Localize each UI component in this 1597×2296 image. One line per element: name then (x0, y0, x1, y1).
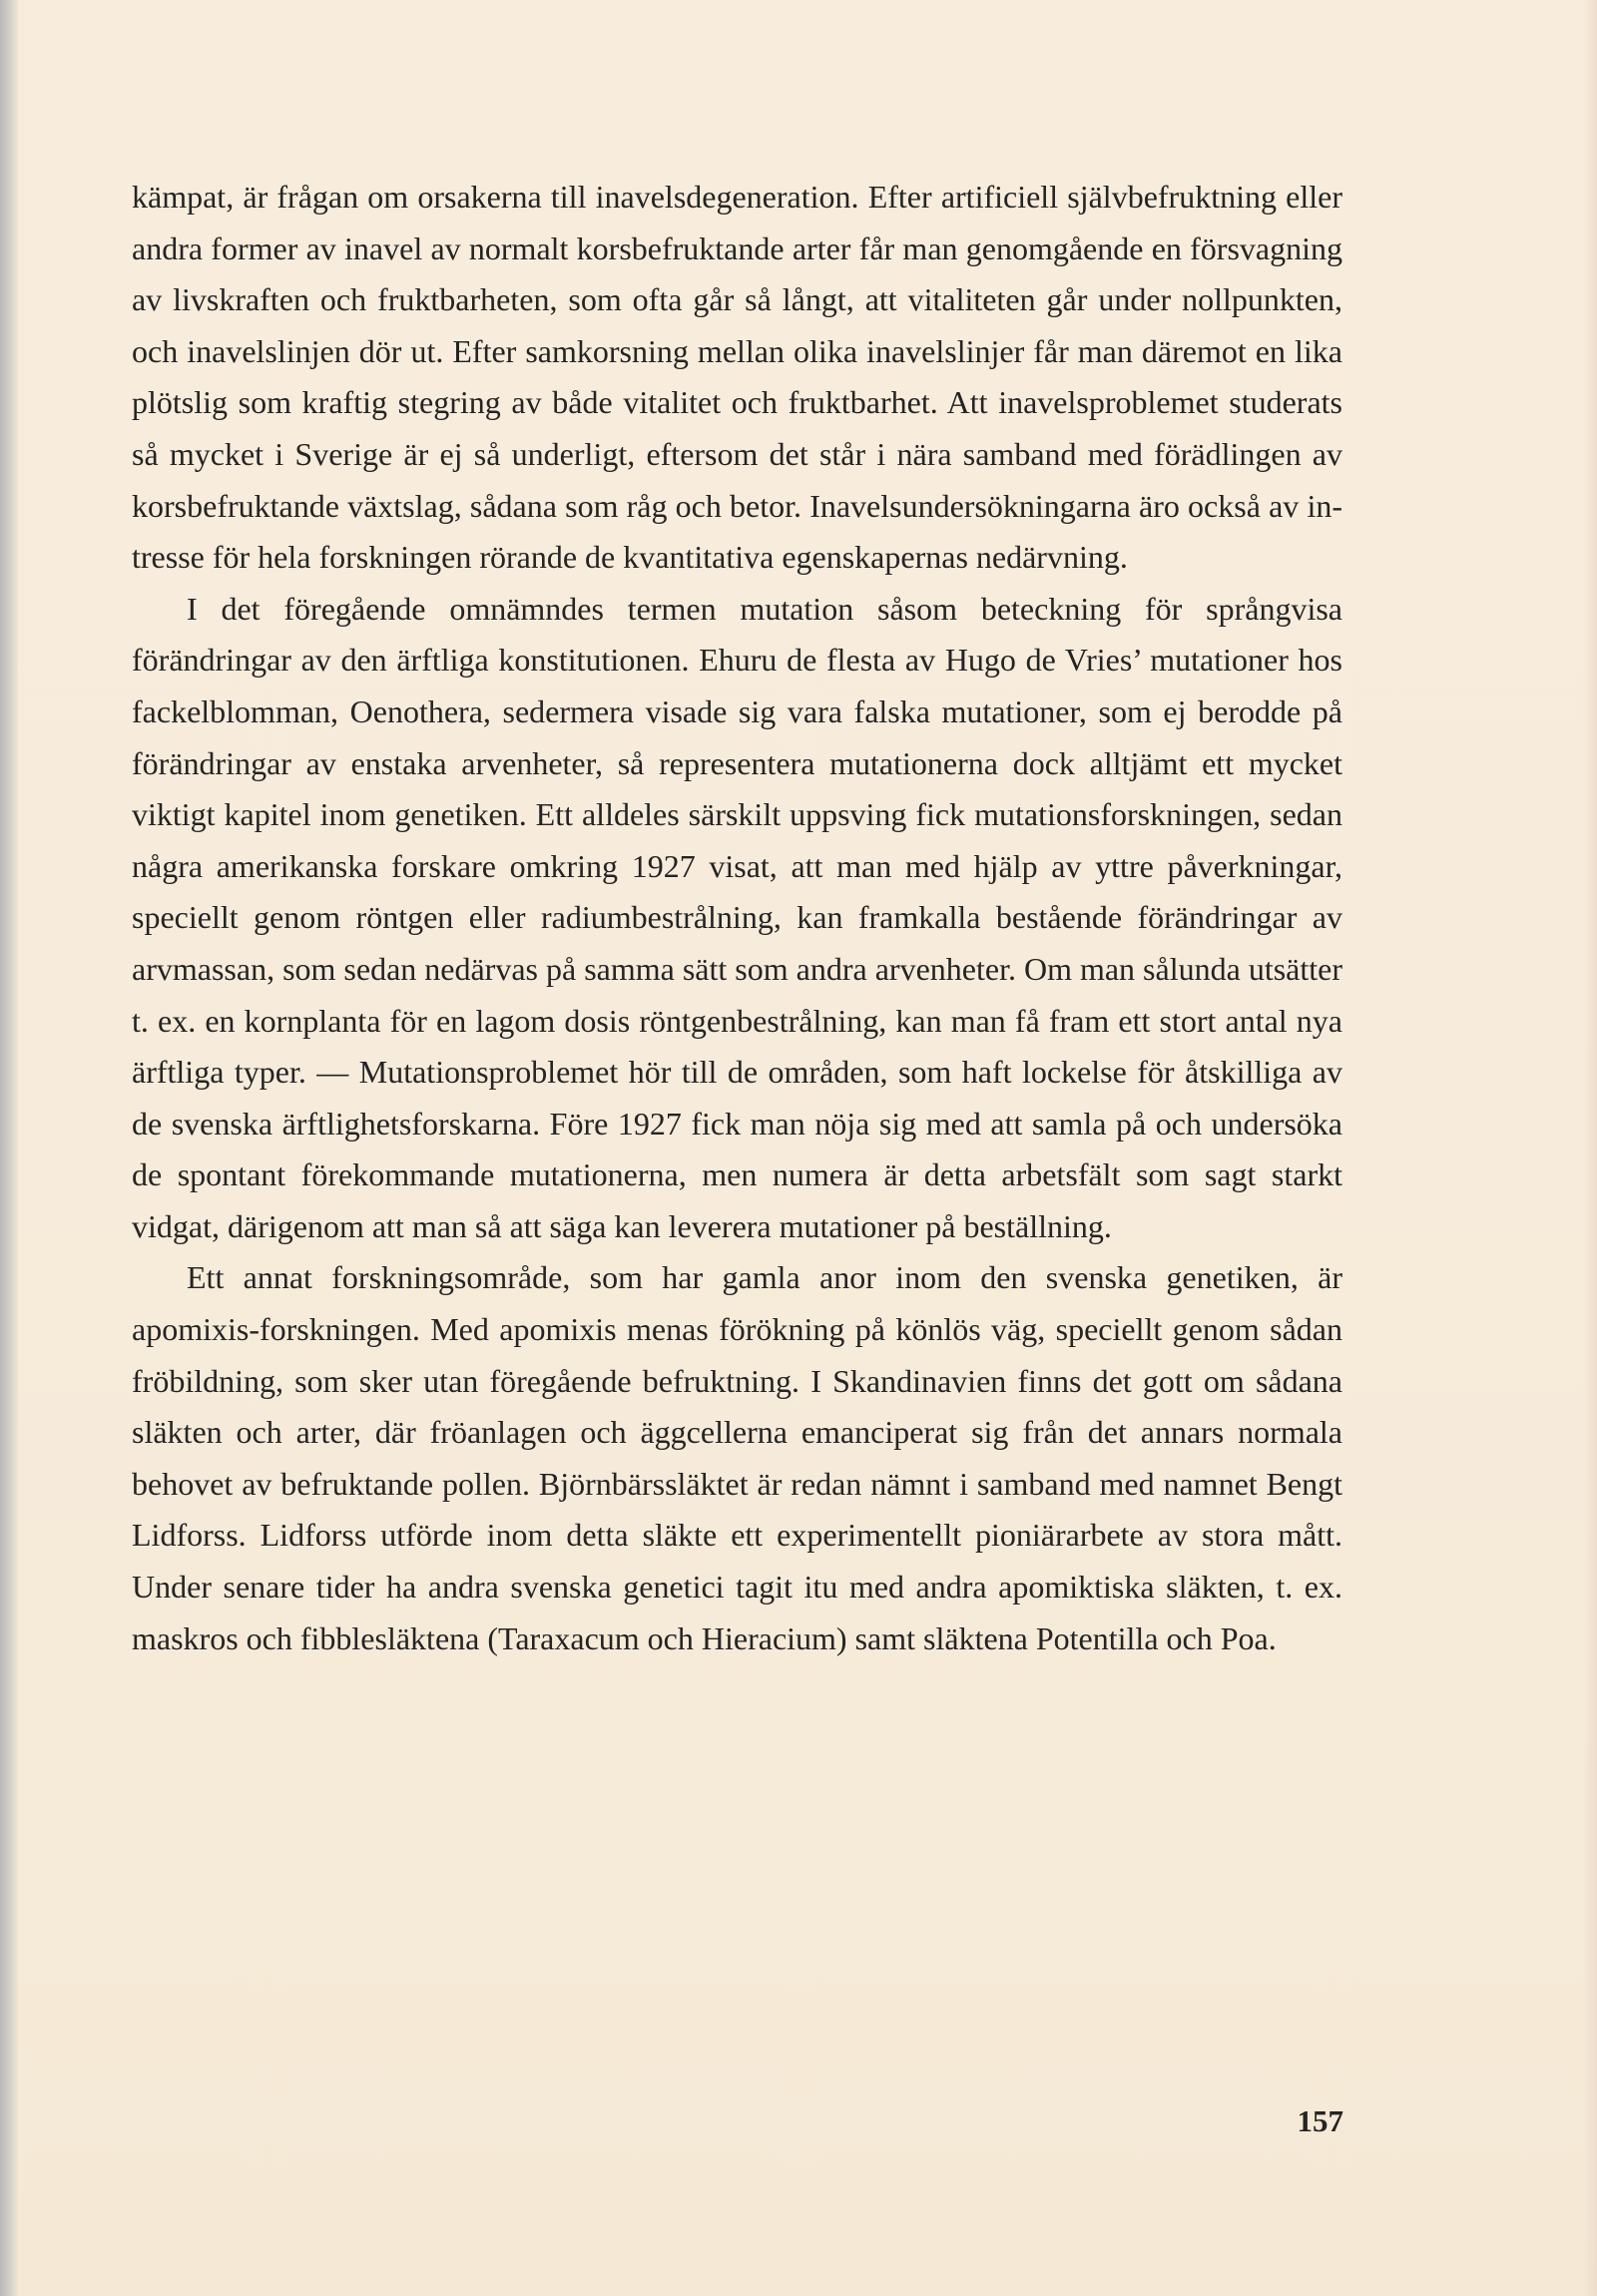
body-text (132, 172, 1342, 1664)
paragraph-inbreeding: kämpat, är frågan om orsakerna till inavelsdegeneration. Efter artificiell självbefruktning eller andra former av inavel av normalt korsbefruktande arter får man genomgående en försvagning av livskraften och fruktbarheten, som ofta går så långt, att vitaliteten går under nollpunkten, och inavelslinjen dör ut. Efter samkorsning mellan olika inavelslinjer får man däremot en lika plötslig som kraftig stegring av både vitalitet och fruktbarhet. Att inavelsproblemet studerats så mycket i Sverige är ej så underligt, eftersom det står i nära samband med förädlingen av korsbefruktande växtslag, sådana som råg och betor. Inavelsundersökningarna äro också av intresse för hela forskningen rörande de kvantitativa egenskapernas nedärvning. (132, 179, 1342, 576)
paragraph-mutation: I det föregående omnämndes termen mutation såsom beteckning för språngvisa förändringar av den ärftliga konstitutionen. Ehuru de flesta av Hugo de Vries’ mutationer hos fackelblomman, Oenothera, sedermera visade sig vara falska mutationer, som ej berodde på förändringar av enstaka arvenheter, så representera mutationerna dock alltjämt ett mycket viktigt kapitel inom genetiken. Ett alldeles särskilt uppsving fick mutationsforskningen, sedan några amerikanska forskare omkring 1927 visat, att man med hjälp av yttre påverkningar, speciellt genom röntgen eller radiumbestrålning, kan framkalla bestående förändringar av arvmassan, som sedan nedärvas på samma sätt som andra arvenheter. Om man sålunda utsätter t. ex. en kornplanta för en lagom dosis röntgenbestrålning, kan man få fram ett stort antal nya ärftliga typer. — Mutationsproblemet hör till de områden, som haft lockelse för åtskilliga av de svenska ärftlighetsforskarna. Före 1927 fick man nöja sig med att samla på och undersöka de spontant förekommande mutationerna, men numera är detta arbetsfält som sagt starkt vidgat, därigenom att man så att säga kan leverera mutationer på beställning. (132, 590, 1342, 1244)
paragraph-apomixis: Ett annat forskningsområde, som har gamla anor inom den svenska genetiken, är apomixis-forskningen. Med apomixis menas förökning på könlös väg, speciellt genom sådan fröbildning, som sker utan föregående befruktning. I Skandinavien finns det gott om sådana släkten och arter, där fröanlagen och äggcellerna emanciperat sig från det annars normala behovet av befruktande pollen. Björnbärssläktet är redan nämnt i samband med namnet Bengt Lidforss. Lidforss utförde inom detta släkte ett experimentellt pioniärarbete av stora mått. Under senare tider ha andra svenska genetici tagit itu med andra apomiktiska släkten, t. ex. maskros och fibblesläktena (Taraxacum och Hieracium) samt släktena Potentilla och Poa. (132, 1259, 1342, 1656)
page-number: 157 (1297, 2103, 1343, 2138)
page-binding-edge (0, 0, 18, 2296)
page-right-edge (1583, 0, 1597, 2296)
